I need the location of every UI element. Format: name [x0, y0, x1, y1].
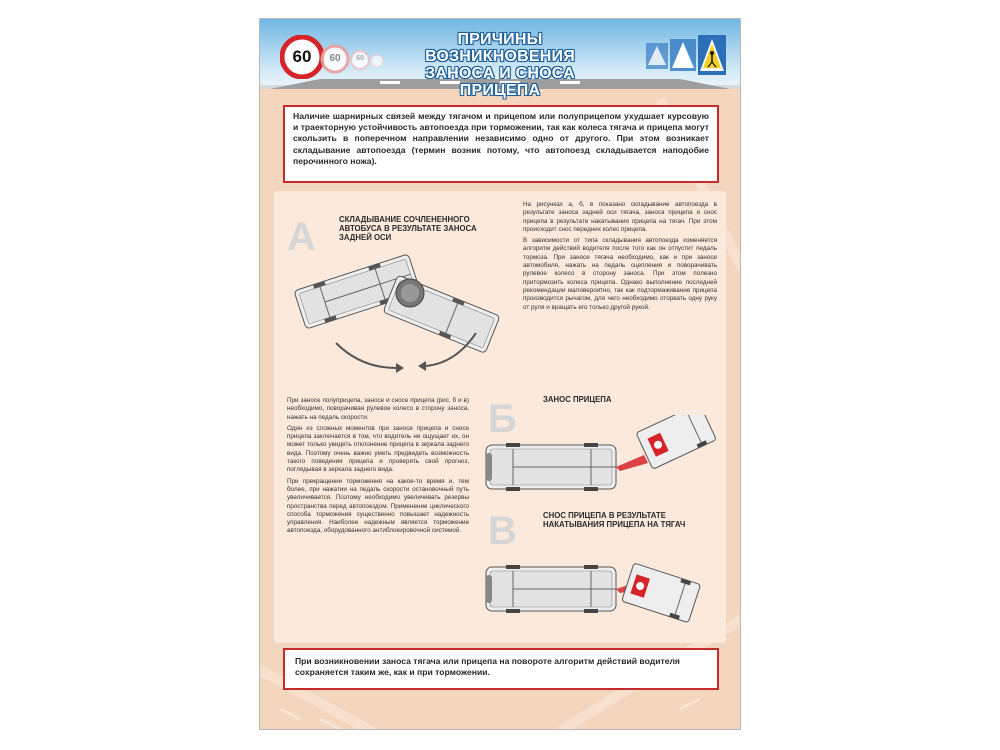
- right-text-column: [523, 201, 717, 315]
- trailer-skid-diagram: [484, 415, 724, 505]
- section-a-letter: А: [287, 215, 316, 259]
- footer-text-box: [283, 648, 719, 690]
- poster-title: [385, 31, 615, 99]
- section-b-caption: ЗАНОС ПРИЦЕПА: [543, 395, 612, 404]
- articulated-bus-diagram: [286, 253, 511, 373]
- right-text-p2: В зависимости от типа складывания автопоезда изменяется алгоритм действий водителя после того как он отпустит педаль тормоза. При заносе тягача необходимо, как и при заносе автомобиля, нажать на педаль сцепления и поворачивать рулевое колесо в сторону заноса. При этом полезно притормозить колеса прицепа. Однако выполнение последней рекомендации маловероятно, так как подтормаживание прицепа производится рычагом, для чего необходимо оторвать одну руку от руля и вращать его только другой рукой.: [523, 237, 717, 311]
- poster: [259, 18, 741, 730]
- intro-text-box: [283, 105, 719, 183]
- trailer-drift-diagram: [484, 537, 724, 627]
- left-text-p1: При заносе полуприцепа, заносе и сносе прицепа (рис. б и в) необходимо, поворачивая рулевое колесо в сторону заноса, нажать на педаль скорости.: [287, 397, 469, 421]
- footer-text: При возникновении заноса тягача или прицепа на повороте алгоритм действий водителя сохраняется таким же, как и при торможении.: [295, 656, 680, 677]
- section-v-caption: СНОС ПРИЦЕПА В РЕЗУЛЬТАТЕ НАКАТЫВАНИЯ ПРИЦЕПА НА ТЯГАЧ: [543, 511, 686, 529]
- right-text-p1: На рисунках а, б, в показано складывание автопоезда в результате заноса задней оси тягача, заноса прицепа и снос прицепа в результате накатывания прицепа на тягач. При этом происходит снос передних колес прицепа.: [523, 201, 717, 233]
- section-a-caption: СКЛАДЫВАНИЕ СОЧЛЕНЕННОГО АВТОБУСА В РЕЗУЛЬТАТЕ ЗАНОСА ЗАДНЕЙ ОСИ: [339, 215, 477, 242]
- section-v-letter: В: [488, 509, 517, 553]
- left-text-column: [287, 397, 469, 539]
- pedestrian-crossing-signs: [646, 33, 726, 79]
- title-line-1: ПРИЧИНЫ ВОЗНИКНОВЕНИЯ: [425, 31, 575, 65]
- speed-sign-60-small: 60: [356, 55, 364, 62]
- left-text-p2: Один из сложных моментов при заносе прицепа и сносе прицепа заключается в том, что водитель не ощущает их, он может только увидеть отклонение прицепа в зеркала заднего вида. Поэтому очень важно уметь предвидеть возможность такого поведения прицепа и проверять свой прогноз, поглядывая в зеркала заднего вида.: [287, 424, 469, 474]
- speed-sign-60-medium: 60: [329, 53, 341, 64]
- intro-text: Наличие шарнирных связей между тягачом и прицепом или полуприцепом ухудшает курсовую и траекторную устойчивость автопоезда при торможении, так как колеса тягача и прицепа могут скользить в поперечном направлении независимо одно от другого. При этом возникает складывание автопоезда (термин возник потому, что автопоезд складывается наподобие перочинного ножа).: [293, 111, 709, 166]
- left-text-p3: При прекращении торможения на какое-то время и, тем более, при нажатии на педаль скорости остановочный путь увеличивается. Поэтому необходимо увеличивать резервы пространства перед автопоездом. Применение циклического способа торможения существенно повышает надежность управления. Наиболее надежным является торможение автопоезда, оборудованного антиблокировочной системой.: [287, 477, 469, 535]
- speed-sign-60-large: 60: [292, 47, 312, 66]
- section-b-letter: Б: [488, 397, 517, 441]
- title-line-2: ЗАНОСА И СНОСА ПРИЦЕПА: [425, 65, 575, 99]
